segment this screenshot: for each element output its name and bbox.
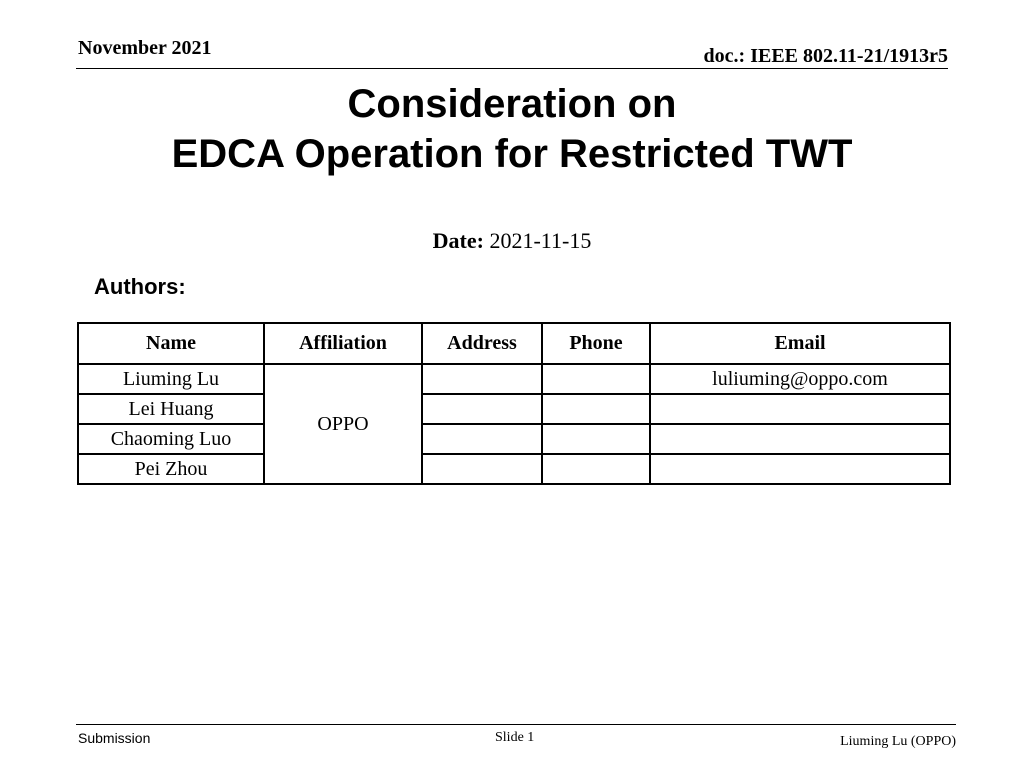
cell-phone <box>542 424 650 454</box>
cell-phone <box>542 454 650 484</box>
table-row <box>78 394 950 424</box>
cell-phone <box>542 364 650 394</box>
date-value: 2021-11-15 <box>489 228 592 253</box>
authors-label: Authors: <box>94 274 186 299</box>
cell-address <box>422 364 542 394</box>
header-rule <box>76 68 948 69</box>
cell-email <box>650 454 950 484</box>
cell-email: luliuming@oppo.com <box>650 364 950 394</box>
footer-submission: Submission <box>78 730 151 746</box>
cell-email <box>650 424 950 454</box>
header-affiliation: Affiliation <box>264 323 422 364</box>
header-address: Address <box>422 323 542 364</box>
authors-table <box>77 322 951 485</box>
cell-address <box>422 424 542 454</box>
cell-name: Lei Huang <box>78 394 264 424</box>
cell-name: Liuming Lu <box>78 364 264 394</box>
cell-email <box>650 394 950 424</box>
footer-author: Liuming Lu (OPPO) <box>840 734 956 749</box>
cell-address <box>422 454 542 484</box>
cell-name: Pei Zhou <box>78 454 264 484</box>
slide-title <box>0 79 1024 179</box>
table-header-row <box>78 323 950 364</box>
title-line-1: Consideration on <box>347 82 677 126</box>
date-label: Date: <box>432 228 484 253</box>
cell-address <box>422 394 542 424</box>
header-date: November 2021 <box>78 37 212 59</box>
footer-slide-number: Slide 1 <box>495 730 535 745</box>
header-phone: Phone <box>542 323 650 364</box>
footer-rule <box>76 724 956 725</box>
table-row <box>78 454 950 484</box>
title-line-2: EDCA Operation for Restricted TWT <box>171 132 853 176</box>
cell-affiliation: OPPO <box>264 364 422 484</box>
header-email: Email <box>650 323 950 364</box>
cell-name: Chaoming Luo <box>78 424 264 454</box>
cell-phone <box>542 394 650 424</box>
header-name: Name <box>78 323 264 364</box>
table-row <box>78 424 950 454</box>
table-row <box>78 364 950 394</box>
header-doc-id: doc.: IEEE 802.11-21/1913r5 <box>703 45 948 67</box>
date-line <box>0 227 1024 255</box>
